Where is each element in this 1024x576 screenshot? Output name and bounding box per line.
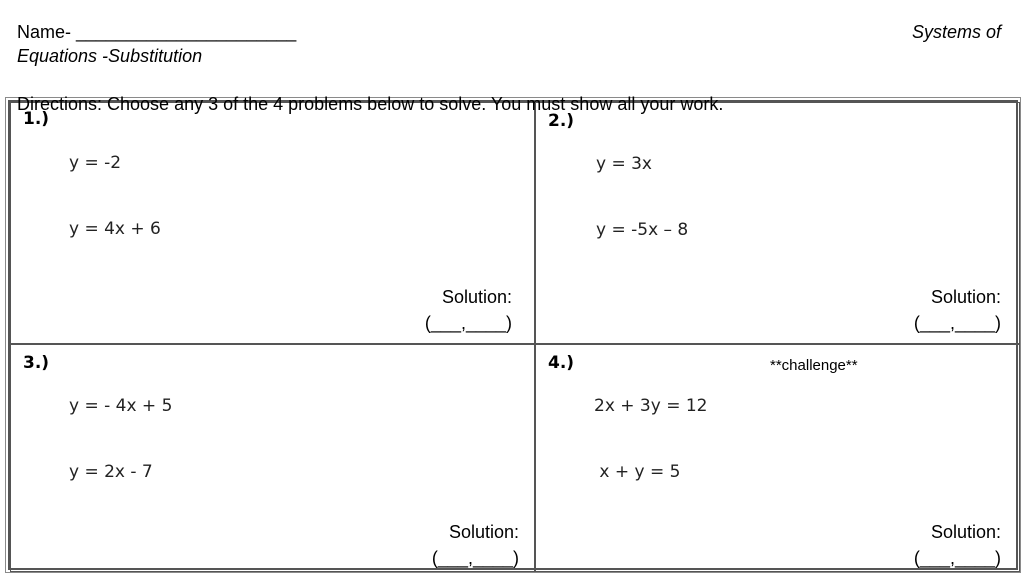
- problem-3-box[interactable]: [10, 344, 535, 572]
- solution-label: Solution:: [930, 522, 1001, 542]
- equation-1: y = - 4x + 5: [69, 396, 173, 416]
- equation-1: 2x + 3y = 12: [594, 396, 708, 416]
- equation-2: y = -5x – 8: [596, 220, 689, 240]
- equation-1: y = -2: [69, 153, 122, 173]
- solution-label: Solution:: [448, 522, 519, 542]
- solution-area: [425, 284, 512, 336]
- equation-2: y = 4x + 6: [69, 219, 161, 239]
- problem-number: 3.): [23, 353, 50, 373]
- problem-grid: [8, 100, 1018, 570]
- solution-blank[interactable]: (___,____): [424, 313, 512, 333]
- problem-number: 2.): [548, 111, 575, 131]
- problem-equations: [594, 351, 708, 527]
- solution-label: Solution:: [930, 287, 1001, 307]
- solution-area: [914, 284, 1001, 336]
- worksheet-title-continued: Equations -Substitution: [17, 46, 203, 66]
- solution-label: Solution:: [441, 287, 512, 307]
- equation-2: y = 2x - 7: [69, 462, 153, 482]
- problem-number: 1.): [23, 109, 50, 129]
- problem-4-box[interactable]: [535, 344, 1020, 572]
- solution-area: [432, 519, 519, 571]
- problem-equations: [69, 108, 161, 284]
- solution-blank[interactable]: (___,____): [431, 548, 519, 568]
- problem-2-box[interactable]: [535, 102, 1020, 344]
- solution-area: [914, 519, 1001, 571]
- equation-1: y = 3x: [596, 154, 652, 174]
- solution-blank[interactable]: (___,____): [913, 313, 1001, 333]
- name-line[interactable]: Name- ______________________: [17, 22, 297, 42]
- solution-blank[interactable]: (___,____): [913, 548, 1001, 568]
- problem-number: 4.): [548, 353, 575, 373]
- worksheet-title: Systems of: [911, 22, 1001, 42]
- challenge-note: **challenge**: [770, 357, 858, 374]
- problem-equations: [596, 109, 688, 285]
- directions-text: Directions: Choose any 3 of the 4 problems below to solve. You must show all your work.: [17, 94, 724, 114]
- problem-1-box[interactable]: [10, 102, 535, 344]
- problem-equations: [69, 351, 172, 527]
- equation-2: x + y = 5: [594, 462, 681, 482]
